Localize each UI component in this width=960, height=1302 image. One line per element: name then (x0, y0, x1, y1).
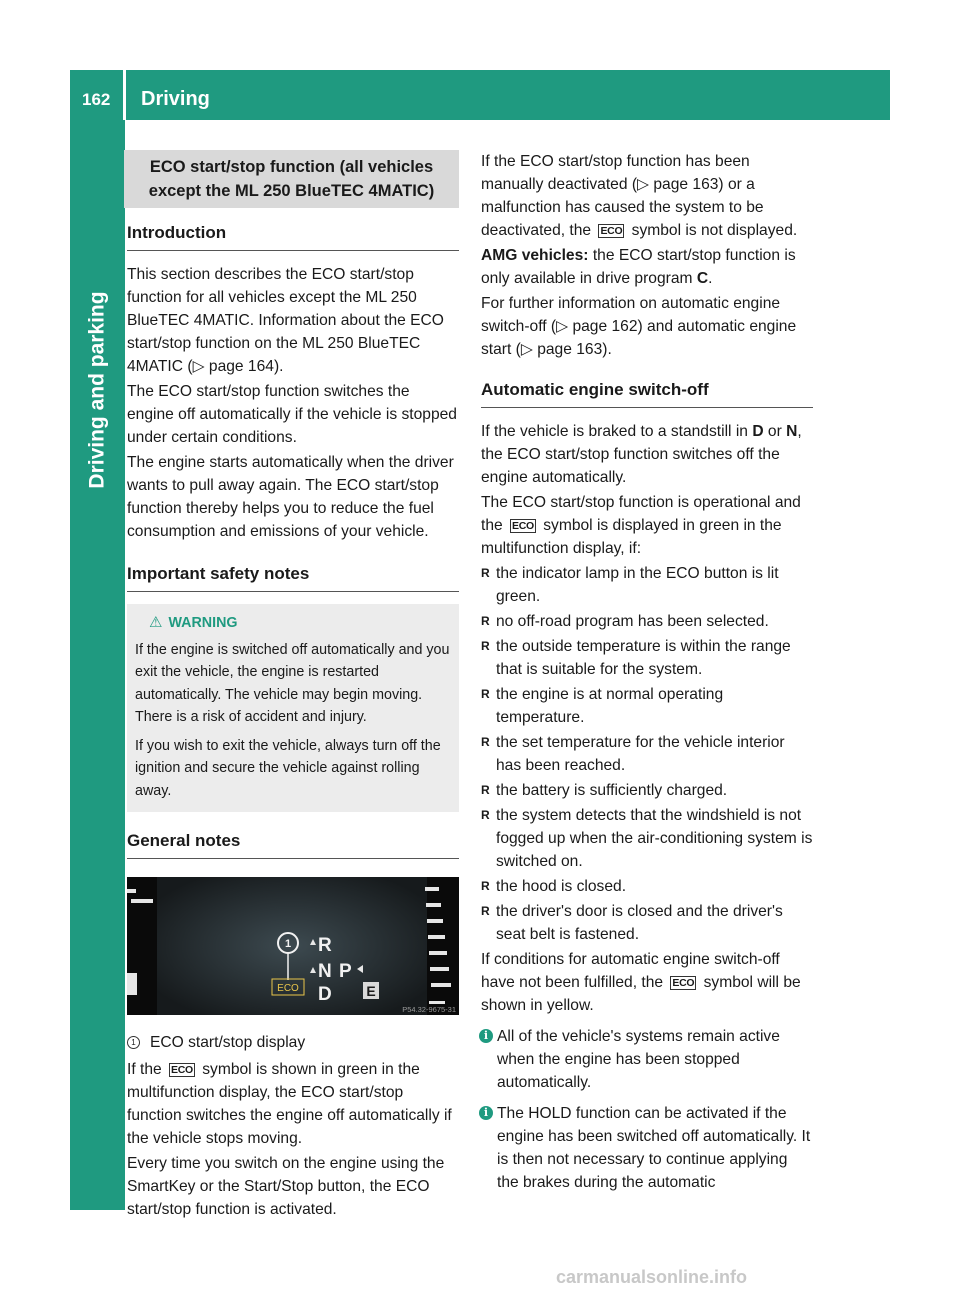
callout-number: 1 (284, 938, 292, 950)
introduction-heading: Introduction (127, 222, 459, 251)
page-number: 162 (82, 90, 111, 109)
e-mode-indicator: E (366, 983, 376, 999)
warning-text-2: If you wish to exit the vehicle, always turn off the ignition and secure the vehicle against rolling away. (135, 737, 441, 799)
callout-number-icon: 1 (127, 1036, 140, 1049)
warning-triangle-icon: ⚠ (149, 614, 163, 631)
general-paragraph-2: Every time you switch on the engine using the SmartKey or the Start/Stop button, the ECO start/stop function is activated. (127, 1155, 445, 1218)
figure-caption: 1 ECO start/stop display (127, 1031, 459, 1054)
warning-box (127, 604, 459, 812)
page-ref-link[interactable]: page 162 (572, 318, 638, 335)
conditions-not-met-paragraph: If conditions for automatic engine switch-off have not been fulfilled, the ECO symbol will be shown in yellow. (481, 951, 801, 1014)
amg-paragraph: AMG vehicles: the ECO start/stop function is only available in drive program C. (481, 247, 796, 287)
gear-r: R (318, 935, 332, 956)
warning-title: WARNING (168, 615, 238, 631)
intro-paragraph-2: The ECO start/stop function switches the engine off automatically if the vehicle is stopped under certain conditions. (127, 383, 457, 446)
instrument-cluster-illustration (127, 877, 459, 1015)
figure-code: P54.32-9675-31 (402, 1005, 456, 1014)
general-notes-heading: General notes (127, 830, 459, 859)
eco-symbol-icon: ECO (171, 1064, 193, 1076)
general-paragraph-1: If the ECO symbol is shown in green in the multifunction display, the ECO start/stop function switches the engine off automatically if the vehicle stops moving. (127, 1061, 452, 1147)
auto-switch-off-heading: Automatic engine switch-off (481, 379, 813, 408)
list-item: R the hood is closed. (481, 875, 813, 898)
side-tab-label: Driving and parking (85, 291, 109, 489)
page-ref-arrow-icon: ▷ (556, 318, 569, 335)
list-item: R the driver's door is closed and the driver's seat belt is fastened. (481, 900, 813, 946)
section-title: Driving (141, 88, 210, 110)
list-item: R the set temperature for the vehicle interior has been reached. (481, 731, 813, 777)
further-info-paragraph: For further information on automatic engine switch-off (▷ page 162) and automatic engine start (▷ page 163). (481, 295, 797, 358)
list-item: R the system detects that the windshield is not fogged up when the air-conditioning system is switched on. (481, 804, 813, 873)
watermark: carmanualsonline.info (556, 1267, 748, 1287)
eco-symbol-icon: ECO (600, 225, 623, 237)
auto-paragraph-1: If the vehicle is braked to a standstill in D or N, the ECO start/stop function switches off the engine automatically. (481, 423, 802, 486)
page-ref-arrow-icon: ▷ (637, 176, 650, 193)
left-column (127, 150, 459, 1223)
page-ref-link[interactable]: page 164 (208, 358, 274, 375)
list-item: R no off-road program has been selected. (481, 610, 813, 633)
intro-paragraph-1: This section describes the ECO start/stop function for all vehicles except the ML 250 BlueTEC 4MATIC. Information about the ECO start/stop function on the ML 250 BlueTEC 4MATIC (▷ page 164). (127, 266, 444, 375)
conditions-list (481, 562, 813, 946)
right-column (481, 150, 813, 1194)
info-note-2: i The HOLD function can be activated if the engine has been switched off automatically. It is then not necessary to continue applying the brakes during the automatic (481, 1102, 813, 1194)
list-item: R the outside temperature is within the range that is suitable for the system. (481, 635, 813, 681)
page-ref-arrow-icon: ▷ (192, 358, 205, 375)
gear-d: D (318, 984, 332, 1005)
deactivation-paragraph: If the ECO start/stop function has been manually deactivated (▷ page 163) or a malfunction has caused the system to be deactivated, the ECO symbol is not displayed. (481, 153, 798, 239)
header-divider (123, 70, 126, 120)
multifunction-display-figure (127, 877, 459, 1015)
main-heading: ECO start/stop function (all vehicles except the ML 250 BlueTEC 4MATIC) (124, 150, 459, 208)
page-ref-link[interactable]: page 163 (537, 341, 603, 358)
info-note-1: i All of the vehicle's systems remain active when the engine has been stopped automatically. (481, 1025, 813, 1094)
side-tab (70, 120, 125, 1210)
safety-heading: Important safety notes (127, 563, 459, 592)
eco-indicator: ECO (277, 983, 299, 994)
info-icon: i (479, 1106, 493, 1120)
intro-paragraph-3: The engine starts automatically when the driver wants to pull away again. The ECO start/stop function thereby helps you to reduce the fuel consumption and emissions of your vehicle. (127, 454, 454, 540)
page-ref-link[interactable]: page 163 (653, 176, 719, 193)
info-icon: i (479, 1029, 493, 1043)
list-item: R the battery is sufficiently charged. (481, 779, 813, 802)
page-ref-arrow-icon: ▷ (520, 341, 533, 358)
eco-symbol-icon: ECO (672, 977, 695, 989)
gear-n: N (318, 961, 332, 982)
eco-symbol-icon: ECO (512, 520, 534, 532)
warning-text-1: If the engine is switched off automatically and you exit the vehicle, the engine is restarted automatically. The vehicle may begin moving. There is a risk of accident and injury. (135, 641, 450, 725)
list-item: R the indicator lamp in the ECO button is lit green. (481, 562, 813, 608)
list-item: R the engine is at normal operating temperature. (481, 683, 813, 729)
auto-paragraph-2: The ECO start/stop function is operational and the ECO symbol is displayed in green in the multifunction display, if: (481, 494, 801, 557)
gear-p: P (339, 961, 352, 982)
